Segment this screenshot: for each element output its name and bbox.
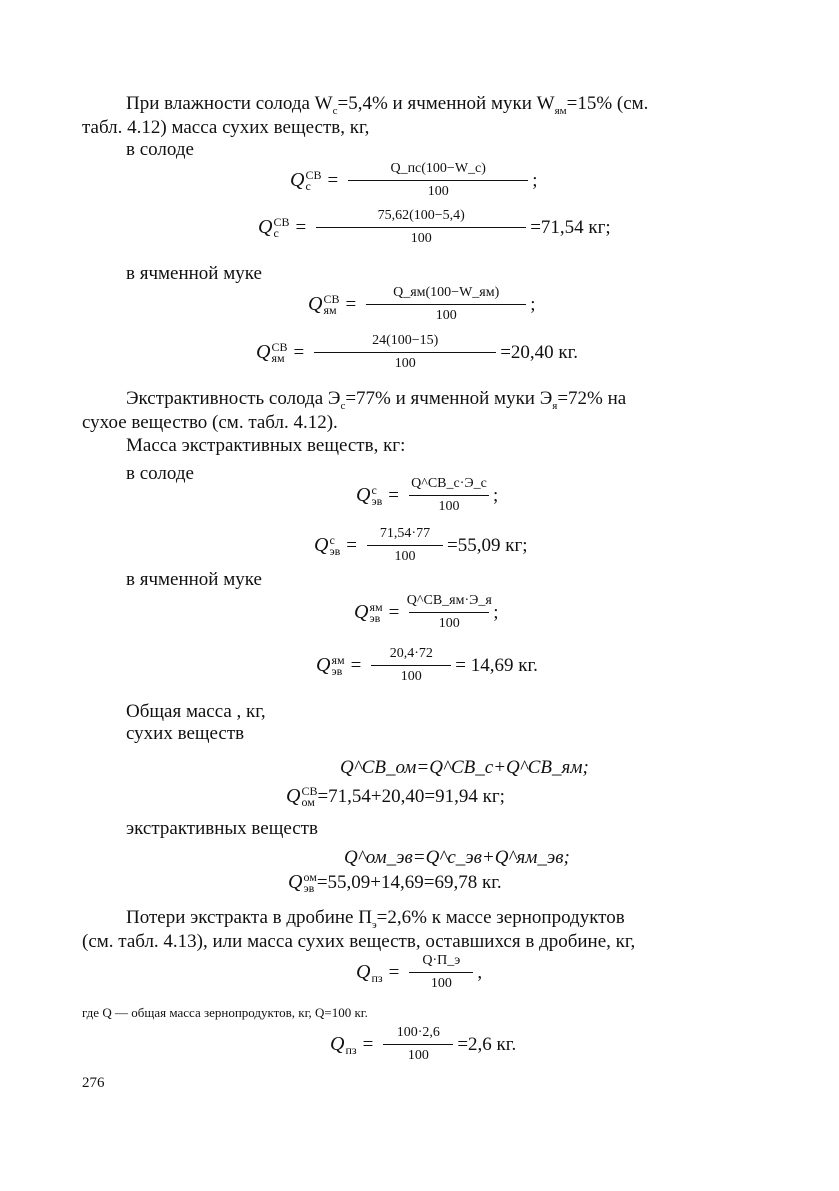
- label-in-barley-flour-2: в ячменной муке: [126, 569, 262, 590]
- paragraph-extract-loss-line2: (см. табл. 4.13), или масса сухих веществ, оставшихся в дробине, кг,: [82, 931, 636, 952]
- formula-malt-extract-general: Q с эв = $\frac{Q\^{}СВ\_с\cdot Э\_с}{100}$ ;: [356, 476, 499, 514]
- label-extract-substances: экстрактивных веществ: [126, 818, 318, 839]
- formula-flour-extract-general: Q ям эв = $\frac{Q\^{}СВ\_ям\cdot Э\_я}{100}$ ;: [354, 593, 499, 631]
- formula-spent-grain-general: Q пз = $\frac{Q\cdot П\_э}{100}$ ,: [356, 953, 483, 991]
- paragraph-total-mass: Общая масса , кг,: [126, 701, 266, 722]
- formula-flour-dry-general: Q СВ ям = $\frac{Q\_ям(100-W\_ям)}{100}$ ;: [308, 285, 536, 323]
- paragraph-extractivity-line1: Экстрактивность солода $Э_с=77\%$ и ячменной муки $Э_я=72\%$ на: [126, 388, 627, 412]
- paragraph-extract-loss-line1: Потери экстракта в дробине $П_э=2,6\%$ к массе зернопродуктов: [126, 907, 625, 931]
- paragraph-extractivity-line2: сухое вещество (см. табл. 4.12).: [82, 412, 338, 433]
- formula-malt-extract-value: Q с эв = $\frac{71,54\cdot 77}{100}$ =55,09 кг;: [314, 526, 528, 564]
- label-in-barley-flour: в ячменной муке: [126, 263, 262, 284]
- paragraph-extract-mass: Масса экстрактивных веществ, кг:: [126, 435, 406, 456]
- note-total-grain: где Q — общая масса зернопродуктов, кг, Q=100 кг.: [82, 1005, 368, 1020]
- label-in-malt-2: в солоде: [126, 463, 194, 484]
- formula-flour-extract-value: Q ям эв = $\frac{20,4\cdot 72}{100}$ = 14,69 кг.: [316, 646, 538, 684]
- label-in-malt: в солоде: [126, 139, 194, 160]
- label-dry-substances: сухих веществ: [126, 723, 245, 744]
- paragraph-moisture-line2: табл. 4.12) масса сухих веществ, кг,: [82, 117, 370, 138]
- formula-total-extract-value: Q ом эв =55,09+14,69=69,78 кг.: [288, 869, 502, 895]
- formula-malt-dry-general: Q СВ с = $\frac{Q\_пс(100-W\_с)}{100}$ ;: [290, 161, 538, 199]
- paragraph-moisture-line1: При влажности солода $W_с=5,4\%$ и ячменной муки $W_{ям}=15\%$ (см.: [126, 93, 649, 117]
- formula-spent-grain-value: Q пз = $\frac{100\cdot 2,6}{100}$ =2,6 кг.: [330, 1025, 517, 1063]
- page-number: 276: [82, 1075, 105, 1091]
- formula-malt-dry-value: Q СВ с = $\frac{75,62(100-5,4)}{100}$ =71,54 кг;: [258, 208, 611, 246]
- formula-total-dry-general: Q^СВ_ом=Q^СВ_с+Q^СВ_ям;: [340, 757, 589, 778]
- formula-flour-dry-value: Q СВ ям = $\frac{24(100-15)}{100}$ =20,40 кг.: [256, 333, 579, 371]
- formula-total-dry-value: Q СВ ом =71,54+20,40=91,94 кг;: [286, 783, 505, 809]
- formula-total-extract-general: Q^ом_эв=Q^с_эв+Q^ям_эв;: [344, 847, 570, 868]
